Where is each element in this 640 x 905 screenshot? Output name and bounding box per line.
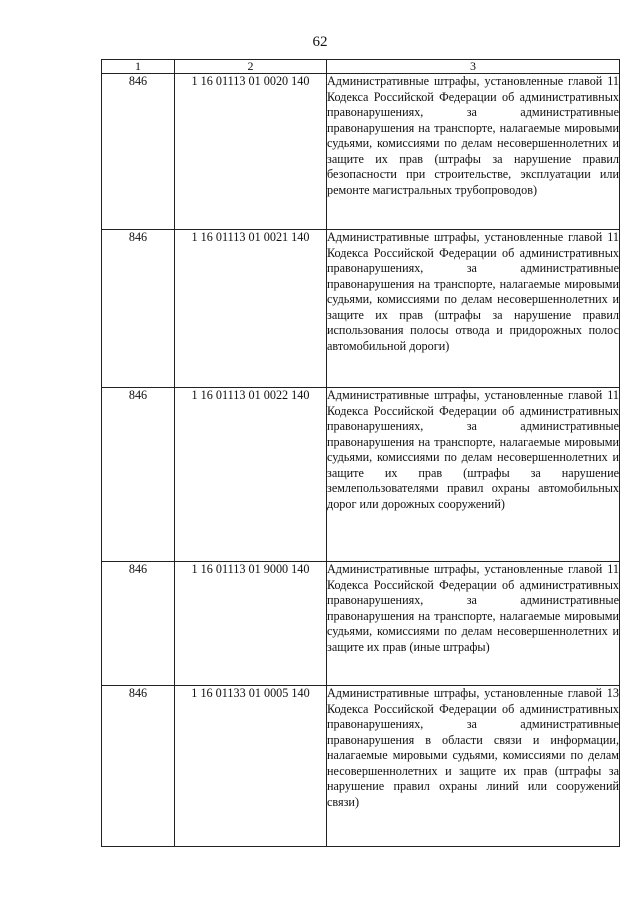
table-row xyxy=(102,230,620,388)
column-header-3: 3 xyxy=(327,60,620,74)
budget-classification-table xyxy=(101,59,620,847)
column-header-1: 1 xyxy=(102,60,175,74)
admin-code-cell: 846 xyxy=(102,686,175,847)
header-row xyxy=(102,60,620,74)
description-cell: Административные штрафы, установленные главой 11 Кодекса Российской Федерации об административных правонарушениях, за административные правонарушения на транспорте, налагаемые мировыми судьями, комиссиями по делам несовершеннолетних и защите их прав (штрафы за нарушение правил безопасности при строительстве, эксплуатации или ремонте магистральных трубопроводов) xyxy=(327,74,620,230)
kbk-code-cell: 1 16 01133 01 0005 140 xyxy=(175,686,327,847)
description-cell: Административные штрафы, установленные главой 13 Кодекса Российской Федерации об административных правонарушениях, за административные правонарушения в области связи и информации, налагаемые мировыми судьями, комиссиями по делам несовершеннолетних и защите их прав (штрафы за нарушение правил охраны линий или сооружений связи) xyxy=(327,686,620,847)
admin-code-cell: 846 xyxy=(102,388,175,562)
description-cell: Административные штрафы, установленные главой 11 Кодекса Российской Федерации об административных правонарушениях, за административные правонарушения на транспорте, налагаемые мировыми судьями, комиссиями по делам несовершеннолетних и защите их прав (штрафы за нарушение землепользователями правил охраны автомобильных дорог или дорожных сооружений) xyxy=(327,388,620,562)
kbk-code-cell: 1 16 01113 01 9000 140 xyxy=(175,562,327,686)
table-row xyxy=(102,74,620,230)
page-number: 62 xyxy=(312,34,328,50)
table-row xyxy=(102,686,620,847)
admin-code-cell: 846 xyxy=(102,562,175,686)
kbk-code-cell: 1 16 01113 01 0022 140 xyxy=(175,388,327,562)
admin-code-cell: 846 xyxy=(102,230,175,388)
column-header-2: 2 xyxy=(175,60,327,74)
description-cell: Административные штрафы, установленные главой 11 Кодекса Российской Федерации об административных правонарушениях, за административные правонарушения на транспорте, налагаемые мировыми судьями, комиссиями по делам несовершеннолетних и защите их прав (штрафы за нарушение правил использования полосы отвода и придорожных полос автомобильной дороги) xyxy=(327,230,620,388)
description-cell: Административные штрафы, установленные главой 11 Кодекса Российской Федерации об административных правонарушениях, за административные правонарушения на транспорте, налагаемые мировыми судьями, комиссиями по делам несовершеннолетних и защите их прав (иные штрафы) xyxy=(327,562,620,686)
kbk-code-cell: 1 16 01113 01 0020 140 xyxy=(175,74,327,230)
table-row xyxy=(102,388,620,562)
admin-code-cell: 846 xyxy=(102,74,175,230)
table-row xyxy=(102,562,620,686)
kbk-code-cell: 1 16 01113 01 0021 140 xyxy=(175,230,327,388)
